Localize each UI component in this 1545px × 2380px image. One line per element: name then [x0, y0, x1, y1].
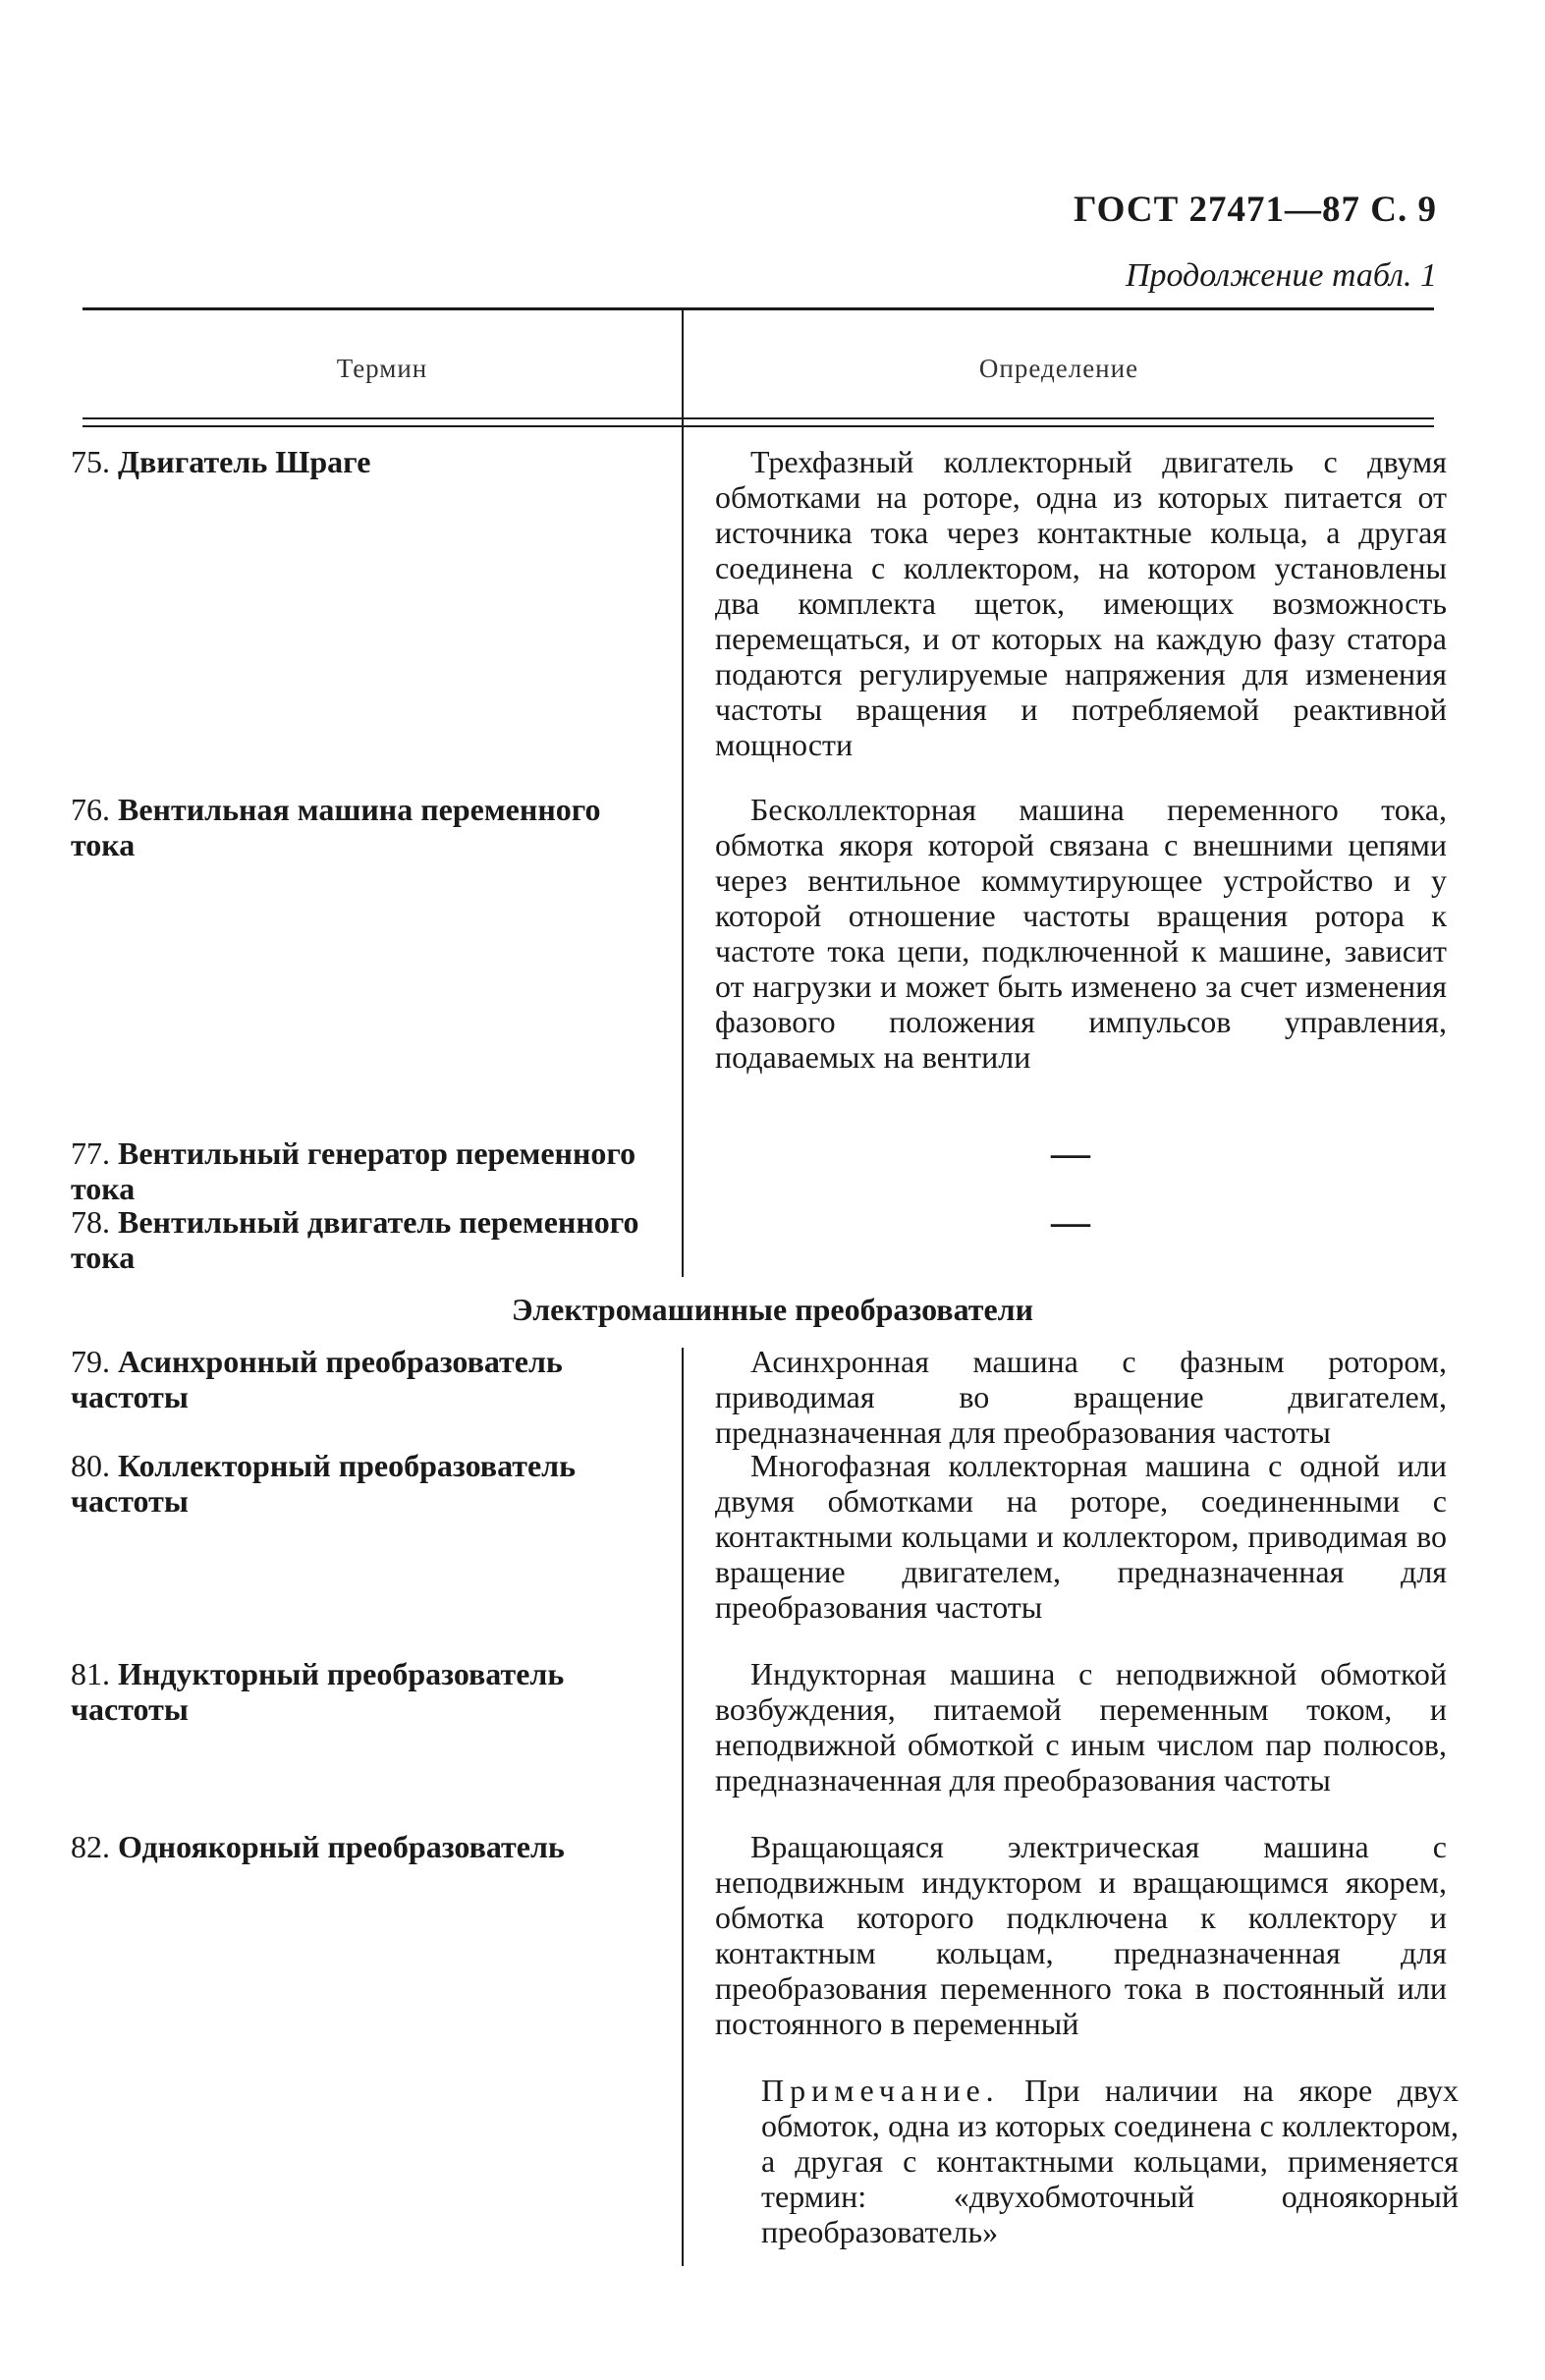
term-name: Вентильный генератор переменного тока	[71, 1135, 636, 1206]
term-81	[71, 1656, 652, 1727]
header-rule-top	[83, 417, 1434, 419]
term-79	[71, 1344, 652, 1414]
term-78	[71, 1204, 652, 1275]
section-title: Электромашинные преобразователи	[511, 1292, 1034, 1327]
column-header-definition: Определение	[978, 354, 1139, 383]
definition-text: Бесколлекторная машина переменного тока, обмотка якоря которой связана с внешними цепями через вентильное коммутирующее устройство и у которой отношение частоты вращения ротора к частоте тока цепи, подключенной к машине, зависит от нагрузки и может быть изменено за счет изменения фазового положения импульсов управления, подаваемых на вентили	[715, 792, 1447, 1075]
header-rule-bottom	[83, 425, 1434, 427]
definition-79	[715, 1344, 1447, 1450]
definition-text: Вращающаяся электрическая машина с неподвижным индуктором и вращающимся якорем, обмотка которого подключена к коллектору и контактным кольцам, предназначенная для преобразования переменного тока в постоянный или постоянного в переменный	[715, 1829, 1447, 2041]
column-header-term: Термин	[336, 354, 428, 383]
definition-80	[715, 1448, 1447, 1625]
definition-text: Асинхронная машина с фазным ротором, приводимая во вращение двигателем, предназначенная для преобразования частоты	[715, 1344, 1447, 1450]
term-75	[71, 444, 652, 479]
term-77	[71, 1135, 652, 1206]
table-continuation-label: Продолжение табл. 1	[1125, 257, 1437, 294]
term-name: Двигатель Шраге	[118, 444, 371, 479]
note-label: Примечание.	[761, 2073, 1000, 2108]
term-number: 81.	[71, 1656, 110, 1691]
term-name: Коллекторный преобразователь частоты	[71, 1448, 577, 1519]
term-80	[71, 1448, 652, 1519]
term-number: 82.	[71, 1829, 110, 1864]
definition-77-dash: —	[1051, 1131, 1090, 1175]
definition-text: Трехфазный коллекторный двигатель с двумя обмотками на роторе, одна из которых питается от источника тока через контактные кольца, а другая соединена с коллектором, на котором установлены два комплекта щеток, имеющих возможность перемещаться, и от которых на каждую фазу статора подаются регулируемые напряжения для изменения частоты вращения и потребляемой реактивной мощности	[715, 444, 1447, 762]
column-divider-lower	[682, 1348, 684, 2266]
note-block	[761, 2073, 1459, 2249]
definition-82	[715, 1829, 1447, 2041]
column-divider-upper	[682, 310, 684, 1277]
term-name: Индукторный преобразователь частоты	[71, 1656, 565, 1727]
term-number: 75.	[71, 444, 110, 479]
definition-78-dash: —	[1051, 1199, 1090, 1244]
definition-text: Многофазная коллекторная машина с одной или двумя обмотками на роторе, соединенными с контактными кольцами и коллектором, приводимая во вращение двигателем, предназначенная для преобразования частоты	[715, 1448, 1447, 1625]
term-name: Вентильная машина переменного тока	[71, 792, 601, 862]
document-reference: ГОСТ 27471—87 С. 9	[1074, 190, 1437, 230]
term-name: Асинхронный преобразователь частоты	[71, 1344, 563, 1414]
term-number: 79.	[71, 1344, 110, 1379]
term-name: Вентильный двигатель переменного тока	[71, 1204, 639, 1275]
table-top-rule	[83, 307, 1434, 310]
definition-text: Индукторная машина с неподвижной обмоткой возбуждения, питаемой переменным током, и неподвижной обмоткой с иным числом пар полюсов, предназначенная для преобразования частоты	[715, 1656, 1447, 1798]
definition-81	[715, 1656, 1447, 1798]
term-number: 77.	[71, 1135, 110, 1171]
term-number: 76.	[71, 792, 110, 827]
term-number: 78.	[71, 1204, 110, 1240]
note-text: При наличии на якоре двух обмоток, одна из которых соединена с коллектором, а другая с контактными кольцами, применяется термин: «двухобмоточный одноякорный преобразователь»	[761, 2073, 1460, 2249]
definition-75	[715, 444, 1447, 762]
term-76	[71, 792, 652, 862]
definition-76	[715, 792, 1447, 1075]
term-number: 80.	[71, 1448, 110, 1483]
term-name: Одноякорный преобразователь	[118, 1829, 565, 1864]
term-82	[71, 1829, 652, 1864]
